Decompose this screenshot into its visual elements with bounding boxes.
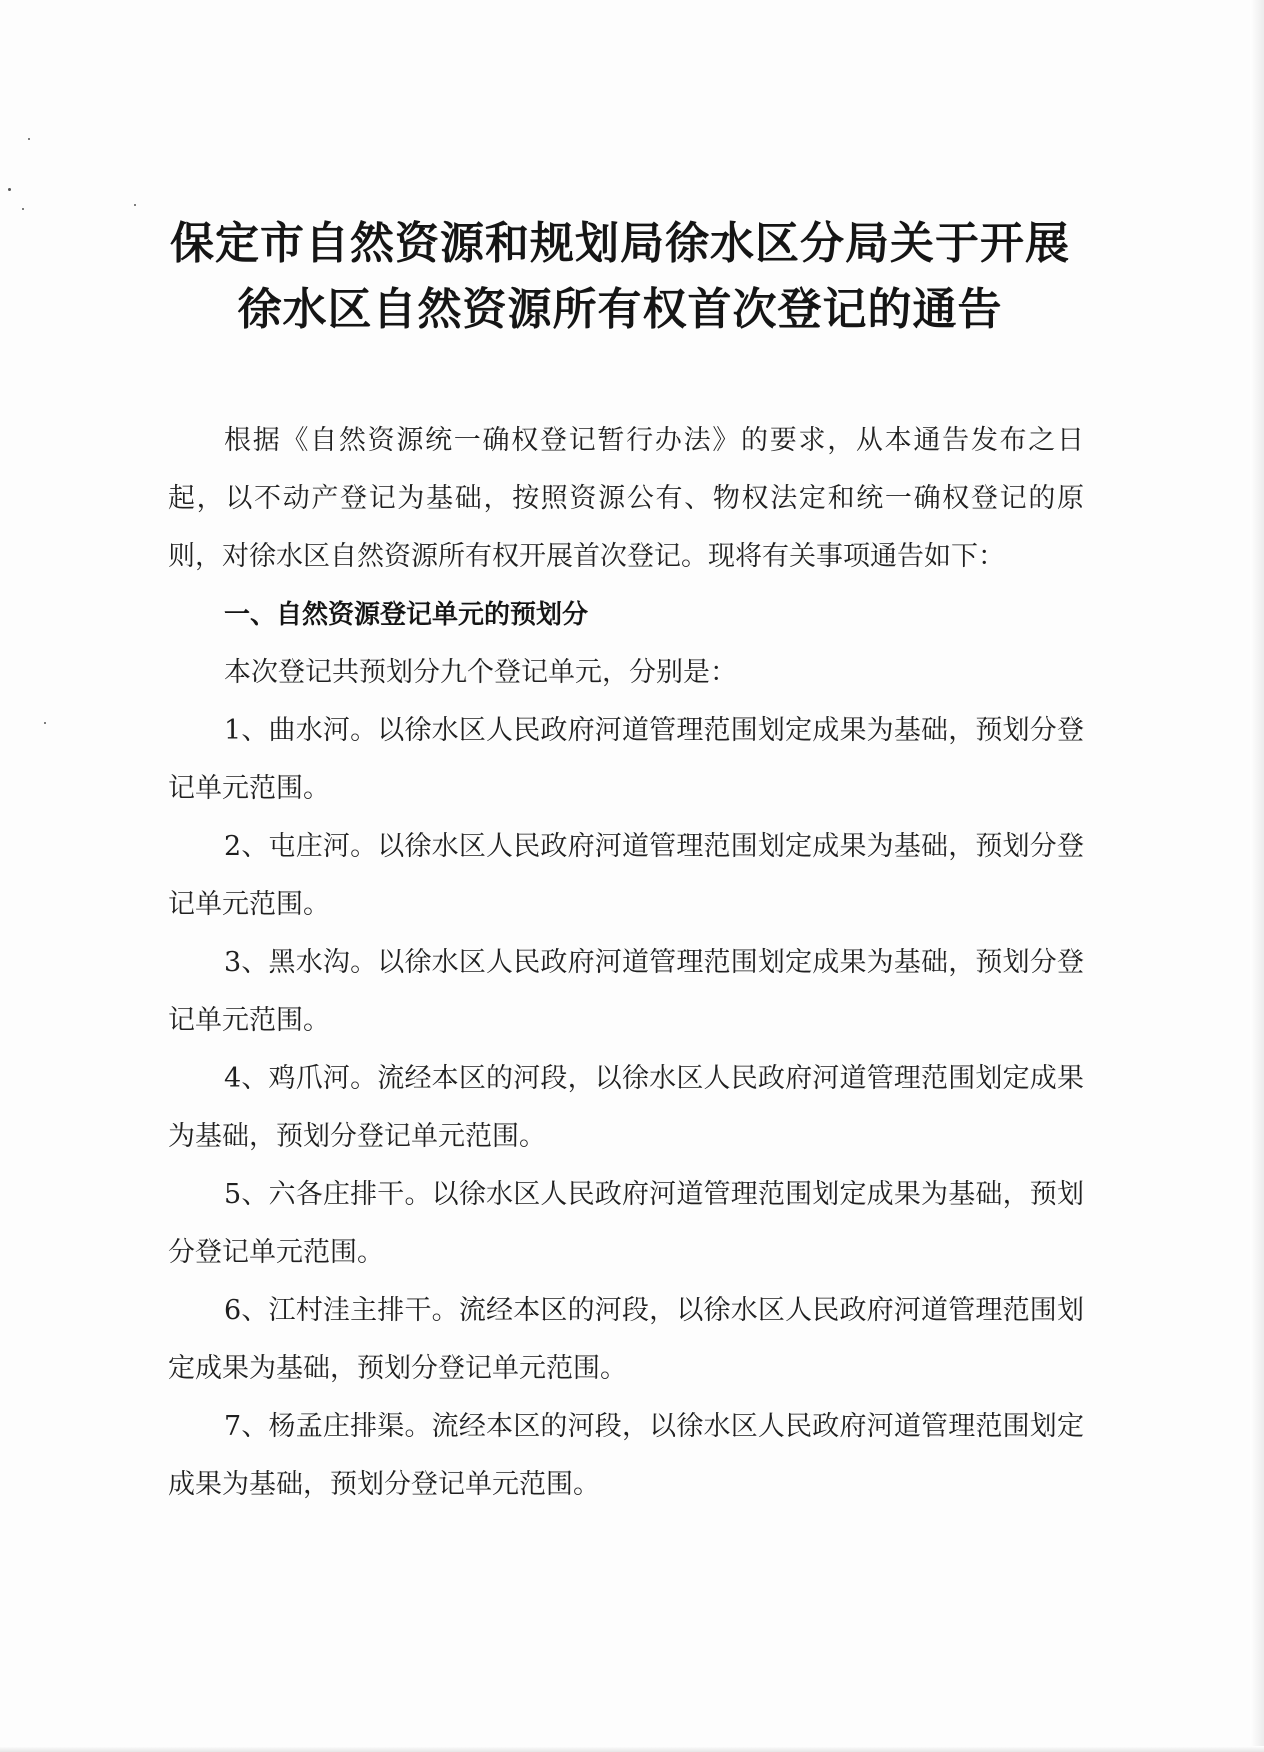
- list-item: 7、杨孟庄排渠。流经本区的河段，以徐水区人民政府河道管理范围划定成果为基础，预划分登记单元范围。: [168, 1411, 1084, 1500]
- section-1-heading: 一、自然资源登记单元的预划分: [224, 600, 589, 630]
- scan-speck: [28, 138, 30, 140]
- notice-title-line-2: 徐水区自然资源所有权首次登记的通告: [237, 284, 1003, 335]
- scan-speck: [8, 188, 11, 191]
- list-item: 5、六各庄排干。以徐水区人民政府河道管理范围划定成果为基础，预划分登记单元范围。: [168, 1179, 1084, 1268]
- scan-edge: [0, 1746, 1264, 1752]
- list-item: 3、黑水沟。以徐水区人民政府河道管理范围划定成果为基础，预划分登记单元范围。: [168, 947, 1084, 1036]
- scan-speck: [44, 722, 46, 724]
- list-item: 1、曲水河。以徐水区人民政府河道管理范围划定成果为基础，预划分登记单元范围。: [168, 715, 1084, 804]
- list-item: 6、江村洼主排干。流经本区的河段，以徐水区人民政府河道管理范围划定成果为基础，预划分登记单元范围。: [168, 1295, 1084, 1384]
- notice-title-line-1: 保定市自然资源和规划局徐水区分局关于开展: [170, 218, 1070, 269]
- list-item: 4、鸡爪河。流经本区的河段，以徐水区人民政府河道管理范围划定成果为基础，预划分登记单元范围。: [168, 1063, 1084, 1152]
- list-item: 2、屯庄河。以徐水区人民政府河道管理范围划定成果为基础，预划分登记单元范围。: [168, 831, 1084, 920]
- scan-speck: [22, 208, 24, 210]
- section-1-lead: 本次登记共预划分九个登记单元，分别是：: [224, 657, 737, 688]
- intro-paragraph: 根据《自然资源统一确权登记暂行办法》的要求，从本通告发布之日起，以不动产登记为基础，按照资源公有、物权法定和统一确权登记的原则，对徐水区自然资源所有权开展首次登记。现将有关事项通告如下：: [168, 425, 1084, 572]
- scan-edge: [1250, 0, 1264, 1752]
- scan-speck: [134, 204, 136, 206]
